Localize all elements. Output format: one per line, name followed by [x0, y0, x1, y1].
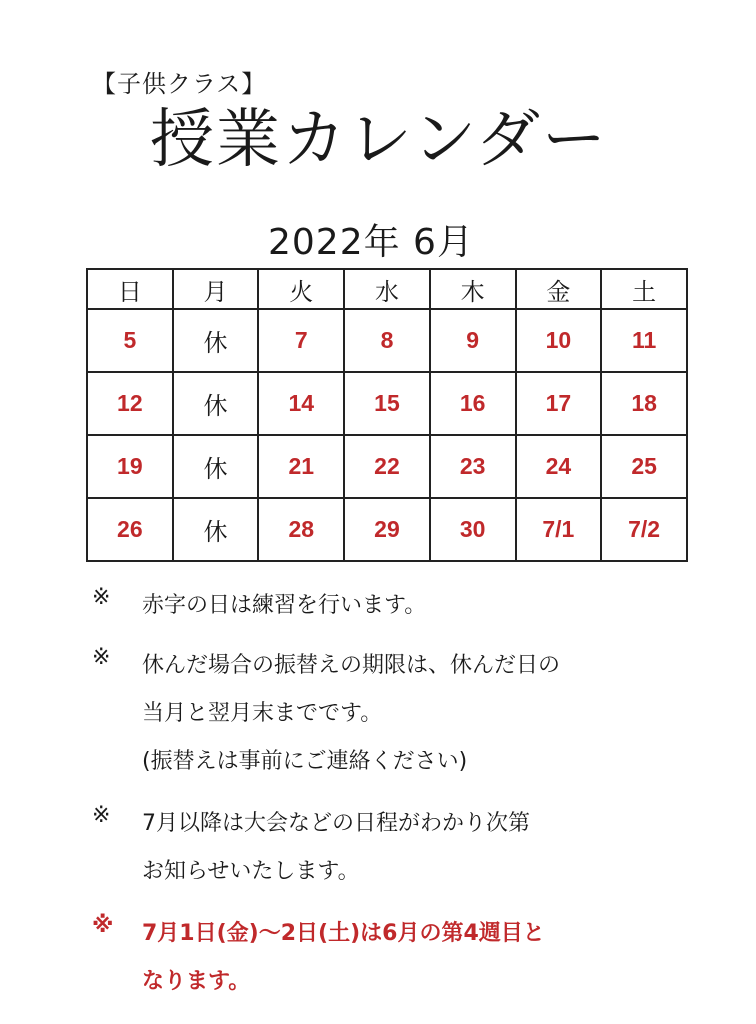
calendar-day: 16 — [430, 372, 516, 435]
calendar-week-row — [87, 309, 687, 372]
calendar-day: 10 — [516, 309, 602, 372]
weekday-fri: 金 — [516, 269, 602, 309]
calendar-day-closed: 休 — [173, 372, 259, 435]
calendar-day: 7/1 — [516, 498, 602, 561]
notes-list — [92, 585, 712, 1023]
calendar-week-row — [87, 498, 687, 561]
note-mark: ※ — [92, 913, 114, 938]
calendar-day: 15 — [344, 372, 430, 435]
calendar-day: 21 — [258, 435, 344, 498]
weekday-header-row — [87, 269, 687, 309]
note-line: 休んだ場合の振替えの期限は、休んだ日の — [142, 653, 561, 678]
note-july-schedule — [92, 803, 712, 899]
note-mark: ※ — [92, 803, 111, 828]
calendar-day: 7 — [258, 309, 344, 372]
calendar-day: 28 — [258, 498, 344, 561]
note-mark: ※ — [92, 585, 111, 610]
note-line: 赤字の日は練習を行います。 — [142, 593, 427, 618]
note-line: お知らせいたします。 — [142, 859, 360, 884]
calendar-day: 9 — [430, 309, 516, 372]
calendar-day: 22 — [344, 435, 430, 498]
calendar-week-row — [87, 372, 687, 435]
weekday-tue: 火 — [258, 269, 344, 309]
calendar-day: 17 — [516, 372, 602, 435]
calendar-day: 23 — [430, 435, 516, 498]
calendar-day: 7/2 — [601, 498, 687, 561]
note-practice-days — [92, 585, 712, 631]
class-calendar — [86, 268, 688, 562]
calendar-day: 19 — [87, 435, 173, 498]
calendar-day: 25 — [601, 435, 687, 498]
weekday-mon: 月 — [173, 269, 259, 309]
calendar-day: 14 — [258, 372, 344, 435]
weekday-wed: 水 — [344, 269, 430, 309]
weekday-sun: 日 — [87, 269, 173, 309]
calendar-day-closed: 休 — [173, 498, 259, 561]
note-makeup-policy — [92, 645, 712, 789]
calendar-day: 26 — [87, 498, 173, 561]
note-line: 当月と翌月末までです。 — [142, 701, 383, 726]
calendar-day: 11 — [601, 309, 687, 372]
note-line: なります。 — [142, 969, 251, 994]
calendar-week-row — [87, 435, 687, 498]
note-line: 7月1日(金)～2日(土)は6月の第4週目と — [142, 921, 545, 946]
note-line: 7月以降は大会などの日程がわかり次第 — [142, 811, 530, 836]
calendar-day: 18 — [601, 372, 687, 435]
page-title: 授業カレンダー — [150, 103, 608, 177]
calendar-day-closed: 休 — [173, 435, 259, 498]
note-line: (振替えは事前にご連絡ください) — [142, 749, 468, 774]
month-heading: 2022年 6月 — [268, 222, 474, 263]
calendar-day: 29 — [344, 498, 430, 561]
calendar-day: 12 — [87, 372, 173, 435]
note-mark: ※ — [92, 645, 111, 670]
weekday-thu: 木 — [430, 269, 516, 309]
calendar-day-closed: 休 — [173, 309, 259, 372]
weekday-sat: 土 — [601, 269, 687, 309]
class-subtitle: 【子供クラス】 — [92, 70, 267, 98]
calendar-day: 8 — [344, 309, 430, 372]
note-week4-info — [92, 913, 712, 1009]
calendar-day: 24 — [516, 435, 602, 498]
calendar-day: 30 — [430, 498, 516, 561]
calendar-day: 5 — [87, 309, 173, 372]
